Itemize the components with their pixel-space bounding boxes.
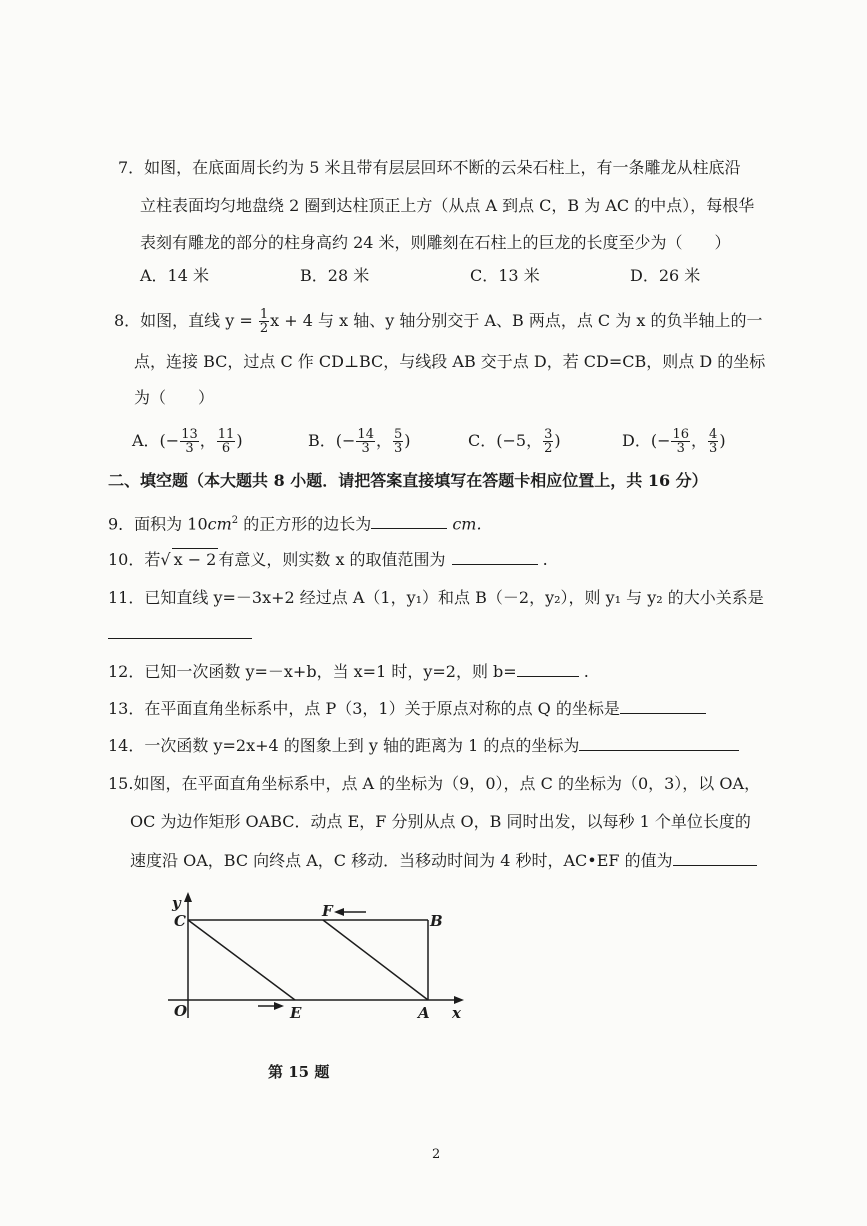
q8-d-n1: 16: [672, 427, 690, 442]
q7-line2: 立柱表面均匀地盘绕 2 圈到达柱顶正上方（从点 A 到点 C，B 为 AC 的中点），每根华: [140, 196, 755, 215]
q8-c-close: ): [554, 431, 561, 450]
segment-ce: [188, 920, 295, 1000]
label-x: x: [452, 1004, 461, 1022]
q12-end: .: [578, 662, 589, 681]
q10-answer-blank[interactable]: [452, 548, 538, 565]
q10: 10．若√ x − 2 有意义，则实数 x 的取值范围为 .: [108, 550, 548, 569]
q13-answer-blank[interactable]: [620, 697, 706, 714]
q12-pre: 12．已知一次函数 y=－x+b，当 x=1 时，y=2，则 b=: [108, 662, 517, 681]
q8-b-d2: 3: [393, 441, 403, 456]
label-o: O: [174, 1002, 188, 1020]
q8-fraction: [259, 308, 269, 335]
q8-a-frac1: [180, 428, 199, 455]
segment-fa: [323, 920, 428, 1000]
q8-option-d[interactable]: [622, 425, 726, 457]
q8-d-frac2: [708, 428, 718, 455]
q11: 11．已知直线 y=－3x+2 经过点 A（1，y₁）和点 B（－2，y₂），则 y₁ 与 y₂ 的大小关系是: [108, 588, 764, 607]
q8-b-label: B．(−: [308, 431, 356, 450]
q15-line2: OC 为边作矩形 OABC．动点 E，F 分别从点 O，B 同时出发，以每秒 1 个单位长度的: [130, 812, 751, 831]
q8-a-d1: 3: [185, 441, 194, 456]
q8-b-n2: 5: [393, 427, 403, 442]
q7-line1: 7．如图，在底面周长约为 5 米且带有层层回环不断的云朵石柱上，有一条雕龙从柱底沿: [118, 158, 741, 177]
q8-b-frac1: [356, 428, 375, 455]
q15-line3: [130, 849, 757, 872]
y-axis-arrow: [184, 892, 192, 902]
q8-a-close: ): [236, 431, 243, 450]
q8-text-pre: 8．如图，直线 y =: [114, 311, 258, 330]
q15-line1: 15.如图，在平面直角坐标系中，点 A 的坐标为（9，0），点 C 的坐标为（0，3），以 OA，: [108, 774, 761, 793]
q8-frac-den: 2: [259, 321, 269, 336]
q8-c-num: 3: [544, 427, 553, 442]
q8-text-post: x + 4 与 x 轴、y 轴分别交于 A、B 两点，点 C 为 x 的负半轴上的一: [270, 311, 763, 330]
q8-d-n2: 4: [709, 427, 718, 442]
q8-b-frac2: [393, 428, 403, 455]
q8-c-den: 2: [544, 441, 553, 456]
q7-option-d[interactable]: D．26 米: [630, 266, 701, 285]
q8-line1: [114, 306, 762, 336]
q8-line2: 点，连接 BC，过点 C 作 CD⊥BC，与线段 AB 交于点 D，若 CD=CB，则点 D 的坐标: [134, 352, 766, 371]
label-f: F: [322, 902, 333, 920]
q9-pre: 9．面积为 10: [108, 514, 208, 534]
q7-option-b[interactable]: B．28 米: [300, 266, 370, 285]
q8-a-frac2: [217, 428, 236, 455]
figure-caption: 第 15 题: [268, 1063, 330, 1081]
e-motion-arrow: [274, 1002, 284, 1010]
q11-answer-blank[interactable]: [108, 638, 252, 639]
section-2-heading: 二、填空题（本大题共 8 小题．请把答案直接填写在答题卡相应位置上，共 16 分）: [108, 471, 708, 490]
q9-post: cm.: [447, 514, 482, 534]
q8-a-n2: 11: [217, 427, 235, 442]
q8-a-label: A．(−: [132, 431, 180, 450]
q8-line3: 为（ ）: [134, 388, 215, 407]
q7-option-a[interactable]: A．14 米: [140, 266, 210, 285]
q14-text: 14．一次函数 y=2x+4 的图象上到 y 轴的距离为 1 的点的坐标为: [108, 736, 580, 755]
label-a: A: [418, 1004, 430, 1022]
q13-text: 13．在平面直角坐标系中，点 P（3，1）关于原点对称的点 Q 的坐标是: [108, 699, 620, 718]
x-axis-arrow: [454, 996, 464, 1004]
q10-end: .: [537, 550, 548, 569]
q8-c-frac: [543, 428, 553, 455]
q8-b-n1: 14: [357, 427, 374, 442]
q8-c-label: C．(−5，: [468, 431, 543, 450]
label-b: B: [430, 912, 443, 930]
q8-b-d1: 3: [361, 441, 370, 456]
f-motion-arrow: [334, 908, 344, 916]
q8-d-d2: 3: [709, 441, 718, 456]
q8-d-sep: ，: [691, 431, 708, 450]
q8-a-sep: ，: [199, 431, 216, 450]
q8-d-frac1: [671, 428, 690, 455]
q8-d-d1: 3: [676, 441, 685, 456]
q14-answer-blank[interactable]: [579, 734, 739, 751]
q8-b-close: ): [404, 431, 411, 450]
q10-sqrt: x − 2: [173, 550, 217, 569]
q10-pre: 10．若: [108, 550, 161, 569]
q8-a-n1: 13: [181, 427, 198, 442]
q12: [108, 660, 589, 683]
q13: [108, 697, 706, 720]
q8-frac-num: 1: [259, 307, 269, 322]
q8-option-b[interactable]: [308, 425, 411, 457]
q9-sup: 2: [231, 515, 239, 526]
q9: [108, 510, 482, 535]
q8-d-label: D．(−: [622, 431, 671, 450]
q9-unit: cm: [207, 514, 232, 534]
q8-option-c[interactable]: [468, 425, 561, 457]
label-y: y: [172, 894, 181, 912]
q7-option-c[interactable]: C．13 米: [470, 266, 540, 285]
q15-answer-blank[interactable]: [673, 849, 757, 866]
q12-answer-blank[interactable]: [517, 660, 579, 677]
q9-answer-blank[interactable]: [371, 512, 447, 529]
q8-b-sep: ，: [375, 431, 392, 450]
label-e: E: [290, 1004, 302, 1022]
q14: [108, 734, 739, 757]
q8-a-d2: 6: [221, 441, 231, 456]
q8-option-a[interactable]: [132, 425, 243, 457]
q9-mid: 的正方形的边长为: [238, 514, 372, 534]
page-number: 2: [432, 1147, 441, 1162]
q7-line3: 表刻有雕龙的部分的柱身高约 24 米，则雕刻在石柱上的巨龙的长度至少为（ ）: [140, 233, 731, 252]
q15-figure: [160, 890, 480, 1030]
q15-line3-text: 速度沿 OA，BC 向终点 A，C 移动．当移动时间为 4 秒时，AC•EF 的值为: [130, 851, 673, 870]
label-c: C: [174, 912, 186, 930]
q10-post: 有意义，则实数 x 的取值范围为: [218, 550, 446, 569]
q8-d-close: ): [719, 431, 726, 450]
